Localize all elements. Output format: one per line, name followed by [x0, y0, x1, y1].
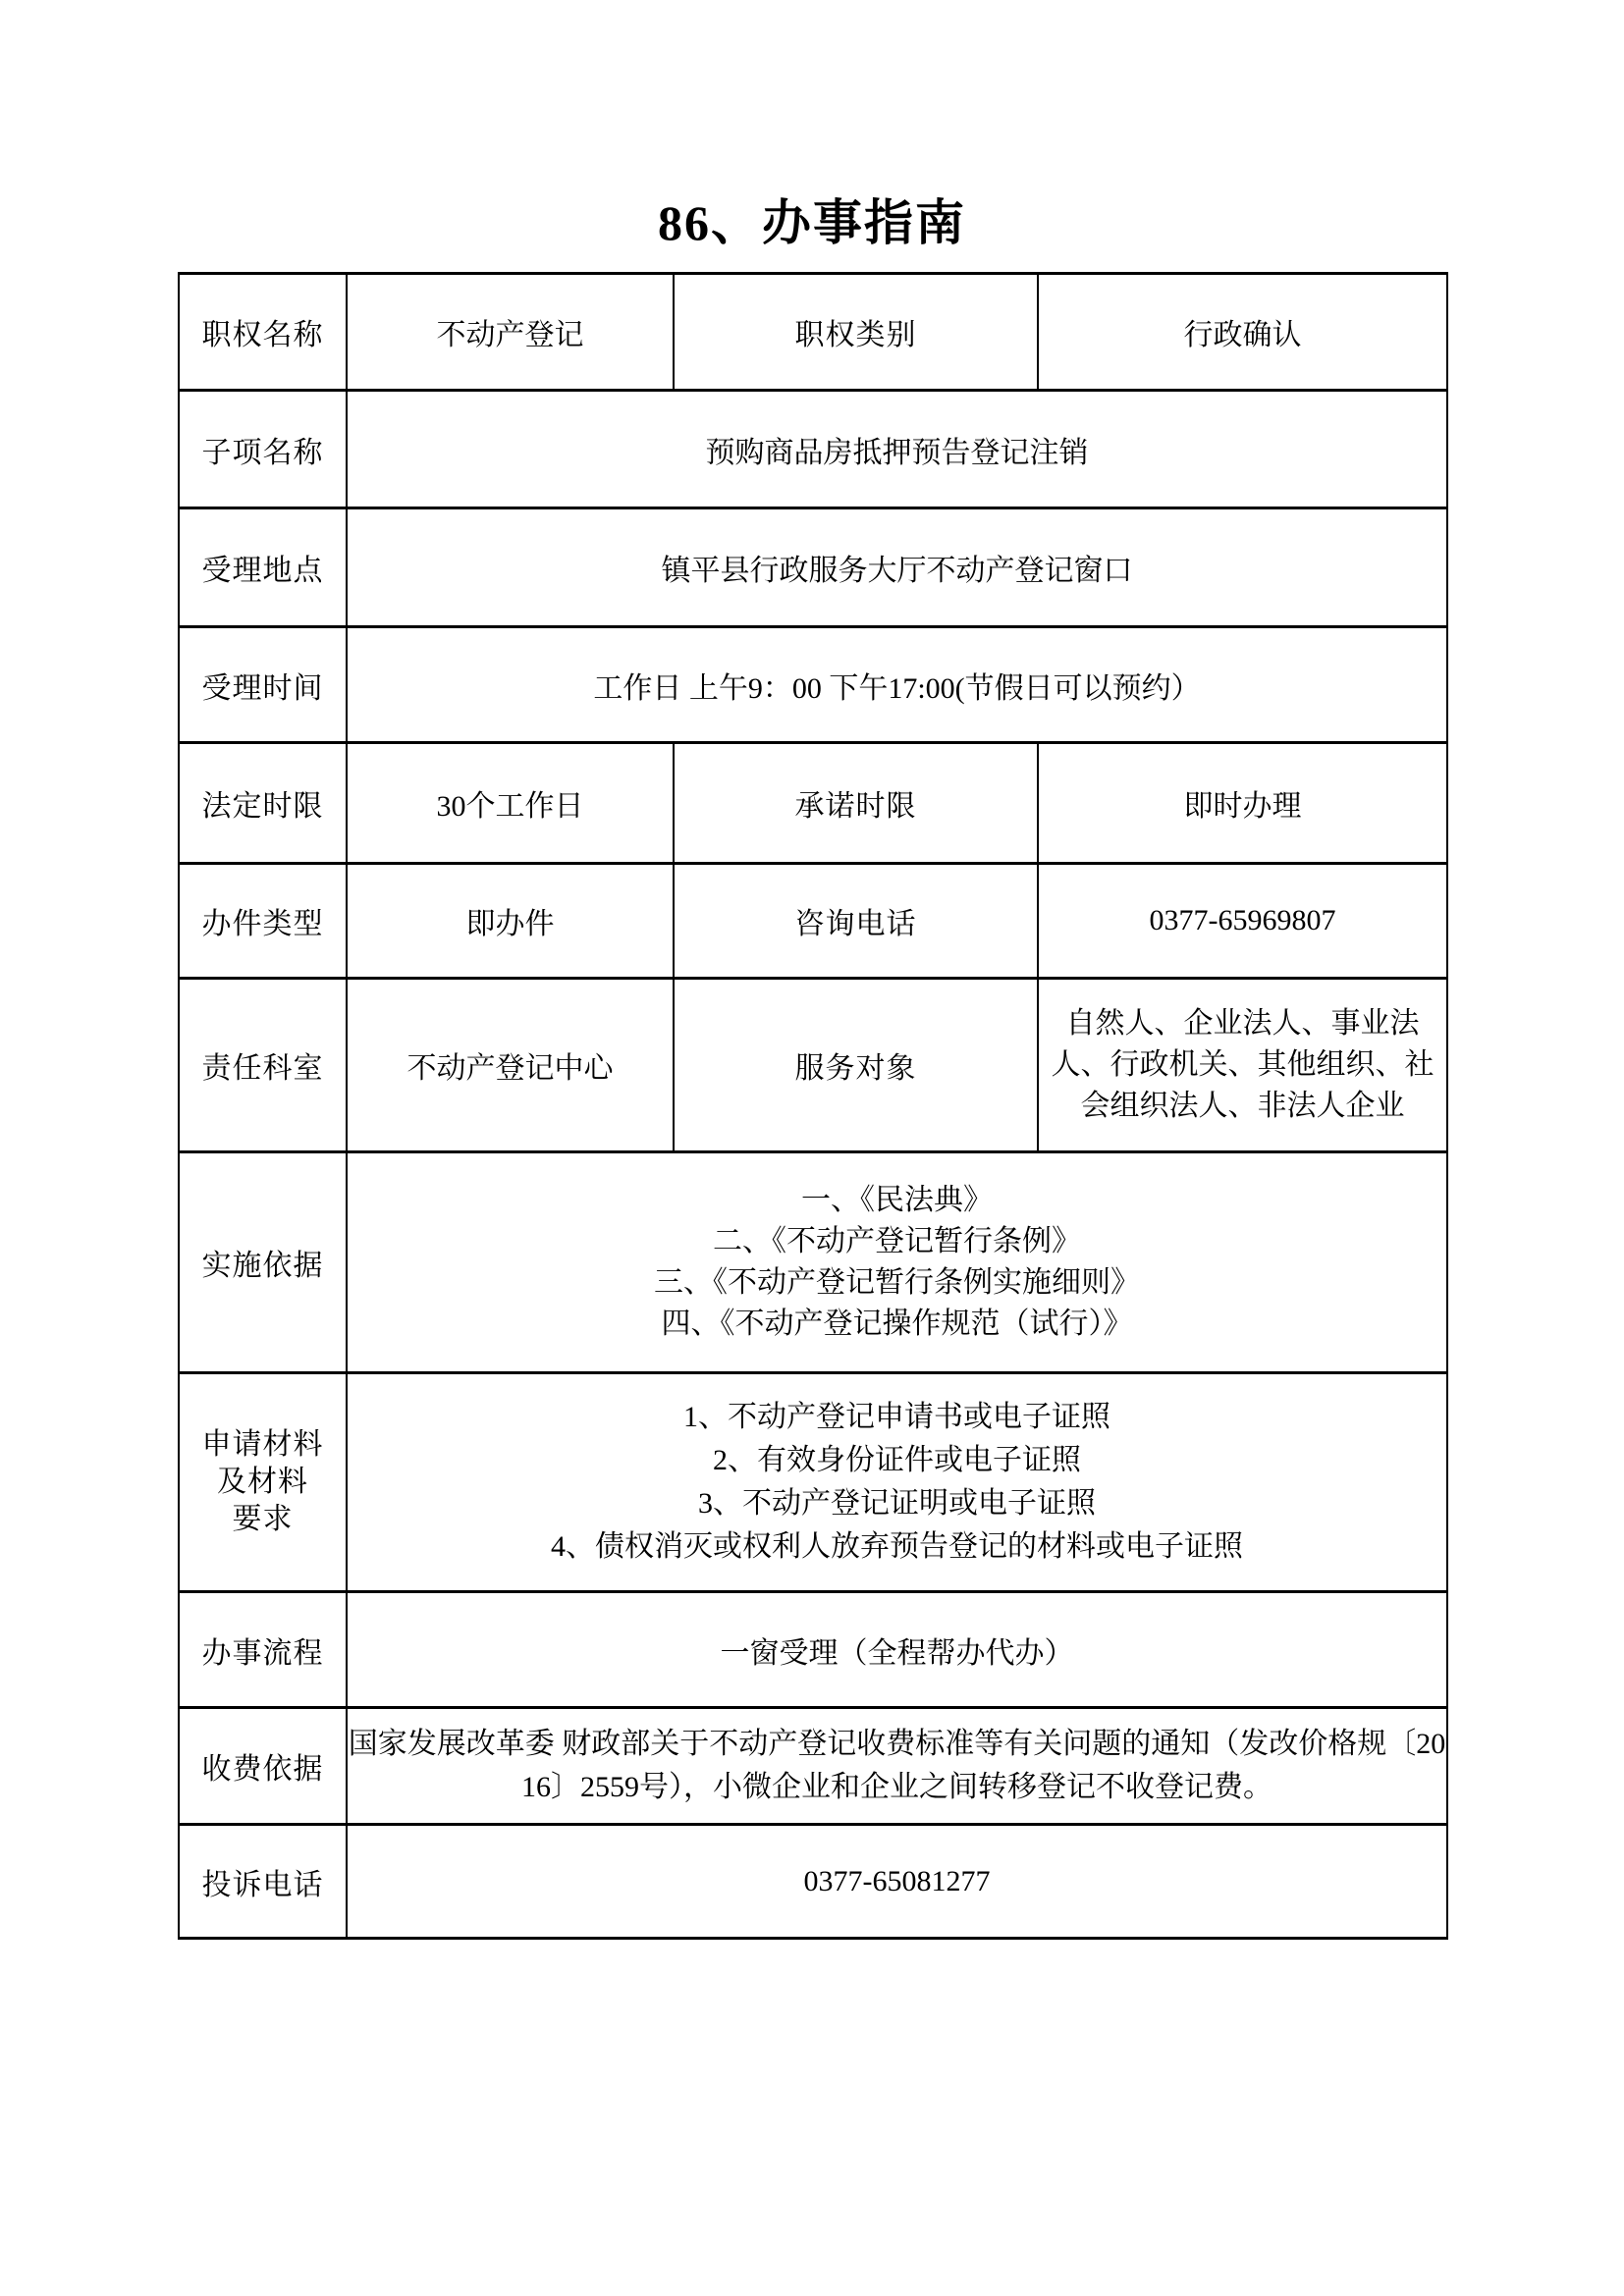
basis-item: 三、《不动产登记暂行条例实施细则》 — [654, 1266, 1140, 1299]
material-item: 2、有效身份证件或电子证照 — [713, 1444, 1081, 1476]
sub-item-name-label: 子项名称 — [179, 391, 347, 508]
consultation-phone-value: 0377-65969807 — [1038, 864, 1447, 979]
row-authority-name — [179, 274, 1447, 391]
basis-item: 四、《不动产登记操作规范（试行）》 — [661, 1308, 1133, 1340]
page-title: 86、办事指南 — [658, 195, 966, 250]
acceptance-time-label: 受理时间 — [179, 627, 347, 743]
application-materials-label — [179, 1373, 347, 1592]
material-item: 4、债权消灭或权利人放弃预告登记的材料或电子证照 — [551, 1530, 1243, 1563]
service-process-value: 一窗受理（全程帮办代办） — [347, 1592, 1447, 1708]
responsible-department-value: 不动产登记中心 — [347, 979, 674, 1152]
fee-basis-label: 收费依据 — [179, 1708, 347, 1825]
material-item: 3、不动产登记证明或电子证照 — [698, 1487, 1096, 1520]
statutory-time-limit-value: 30个工作日 — [347, 743, 674, 864]
processing-type-label: 办件类型 — [179, 864, 347, 979]
consultation-phone-label: 咨询电话 — [674, 864, 1038, 979]
authority-type-value: 行政确认 — [1038, 274, 1447, 391]
service-process-label: 办事流程 — [179, 1592, 347, 1708]
row-processing-type — [179, 864, 1447, 979]
acceptance-time-value: 工作日 上午9：00 下午17:00(节假日可以预约） — [347, 627, 1447, 743]
row-statutory-time-limit — [179, 743, 1447, 864]
row-acceptance-time — [179, 627, 1447, 743]
row-complaint-phone — [179, 1825, 1447, 1939]
processing-type-value: 即办件 — [347, 864, 674, 979]
basis-item: 二、《不动产登记暂行条例》 — [713, 1225, 1081, 1257]
service-guide-table — [178, 272, 1448, 1940]
statutory-time-limit-label: 法定时限 — [179, 743, 347, 864]
fee-basis-value: 国家发展改革委 财政部关于不动产登记收费标准等有关问题的通知（发改价格规〔2016〕2559号），小微企业和企业之间转移登记不收登记费。 — [347, 1708, 1447, 1825]
row-service-process — [179, 1592, 1447, 1708]
acceptance-location-value: 镇平县行政服务大厅不动产登记窗口 — [347, 508, 1447, 627]
promised-time-limit-label: 承诺时限 — [674, 743, 1038, 864]
complaint-phone-value: 0377-65081277 — [347, 1825, 1447, 1939]
implementation-basis-value — [347, 1152, 1447, 1373]
label-line: 申请材料 — [201, 1428, 324, 1461]
complaint-phone-label: 投诉电话 — [179, 1825, 347, 1939]
authority-name-value: 不动产登记 — [347, 274, 674, 391]
authority-type-label: 职权类别 — [674, 274, 1038, 391]
service-target-value: 自然人、企业法人、事业法人、行政机关、其他组织、社会组织法人、非法人企业 — [1038, 979, 1447, 1152]
service-target-label: 服务对象 — [674, 979, 1038, 1152]
authority-name-label: 职权名称 — [179, 274, 347, 391]
label-line: 及材料 — [217, 1466, 308, 1498]
material-item: 1、不动产登记申请书或电子证照 — [683, 1401, 1110, 1433]
row-application-materials — [179, 1373, 1447, 1592]
promised-time-limit-value: 即时办理 — [1038, 743, 1447, 864]
sub-item-name-value: 预购商品房抵押预告登记注销 — [347, 391, 1447, 508]
implementation-basis-label: 实施依据 — [179, 1152, 347, 1373]
acceptance-location-label: 受理地点 — [179, 508, 347, 627]
label-line: 要求 — [232, 1503, 294, 1535]
basis-item: 一、《民法典》 — [801, 1184, 993, 1216]
application-materials-value — [347, 1373, 1447, 1592]
responsible-department-label: 责任科室 — [179, 979, 347, 1152]
row-acceptance-location — [179, 508, 1447, 627]
row-fee-basis — [179, 1708, 1447, 1825]
row-responsible-department — [179, 979, 1447, 1152]
row-sub-item-name — [179, 391, 1447, 508]
row-implementation-basis — [179, 1152, 1447, 1373]
